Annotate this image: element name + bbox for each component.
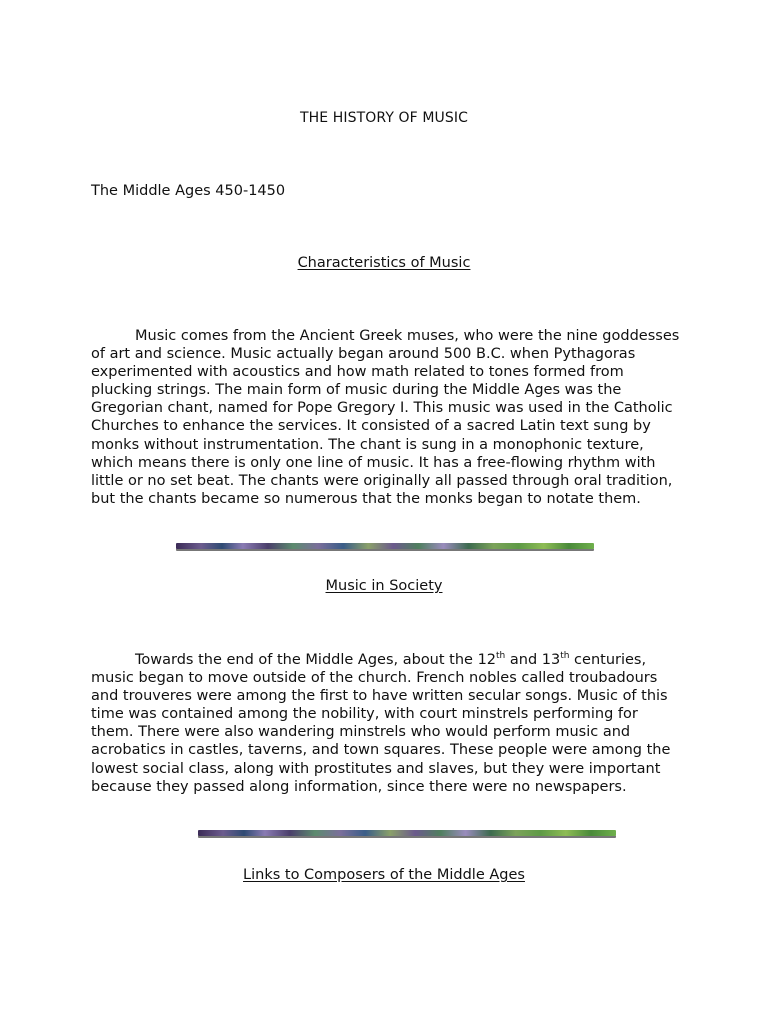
section-paragraph-characteristics: [91, 327, 681, 508]
section-heading-characteristics: Characteristics of Music: [297, 255, 471, 271]
paragraph-text: Music comes from the Ancient Greek muses, who were the nine goddesses of art and science. Music actually began around 500 B.C. when Pythagoras experimented with acoustics and how math related to tones formed from plucking strings. The main form of music during the Middle Ages was the Gregorian chant, named for Pope Gregory I. This music was used in the Catholic Churches to enhance the services. It consisted of a sacred Latin text sung by monks without instrumentation. The chant is sung in a monophonic texture, which means there is only one line of music. It has a free-flowing rhythm with little or no set beat. The chants were originally all passed through oral tradition, but the chants became so numerous that the monks began to notate them.: [91, 328, 680, 507]
era-line: The Middle Ages 450-1450: [91, 183, 286, 199]
paragraph-text-part2: and 13: [505, 652, 561, 668]
ordinal-superscript: th: [560, 651, 570, 661]
ordinal-superscript: th: [496, 651, 506, 661]
section-paragraph-society: [91, 651, 681, 796]
paragraph-text-part3: centuries, music began to move outside of the church. French nobles called troubadours and trouveres were among the first to have written secular songs. Music of this time was contained among the nobility, with court minstrels performing for them. There were also wandering minstrels who would perform music and acrobatics in castles, taverns, and town squares. These people were among the lowest social class, along with prostitutes and slaves, but they were important because they passed along information, since there were no newspapers.: [91, 652, 671, 795]
decorative-divider: [198, 830, 616, 836]
document-title: THE HISTORY OF MUSIC: [300, 110, 468, 126]
composers-links-heading[interactable]: Links to Composers of the Middle Ages: [243, 867, 525, 883]
decorative-divider: [176, 543, 594, 549]
section-heading-society: Music in Society: [325, 578, 443, 594]
paragraph-text-part1: Towards the end of the Middle Ages, about the 12: [135, 652, 497, 668]
